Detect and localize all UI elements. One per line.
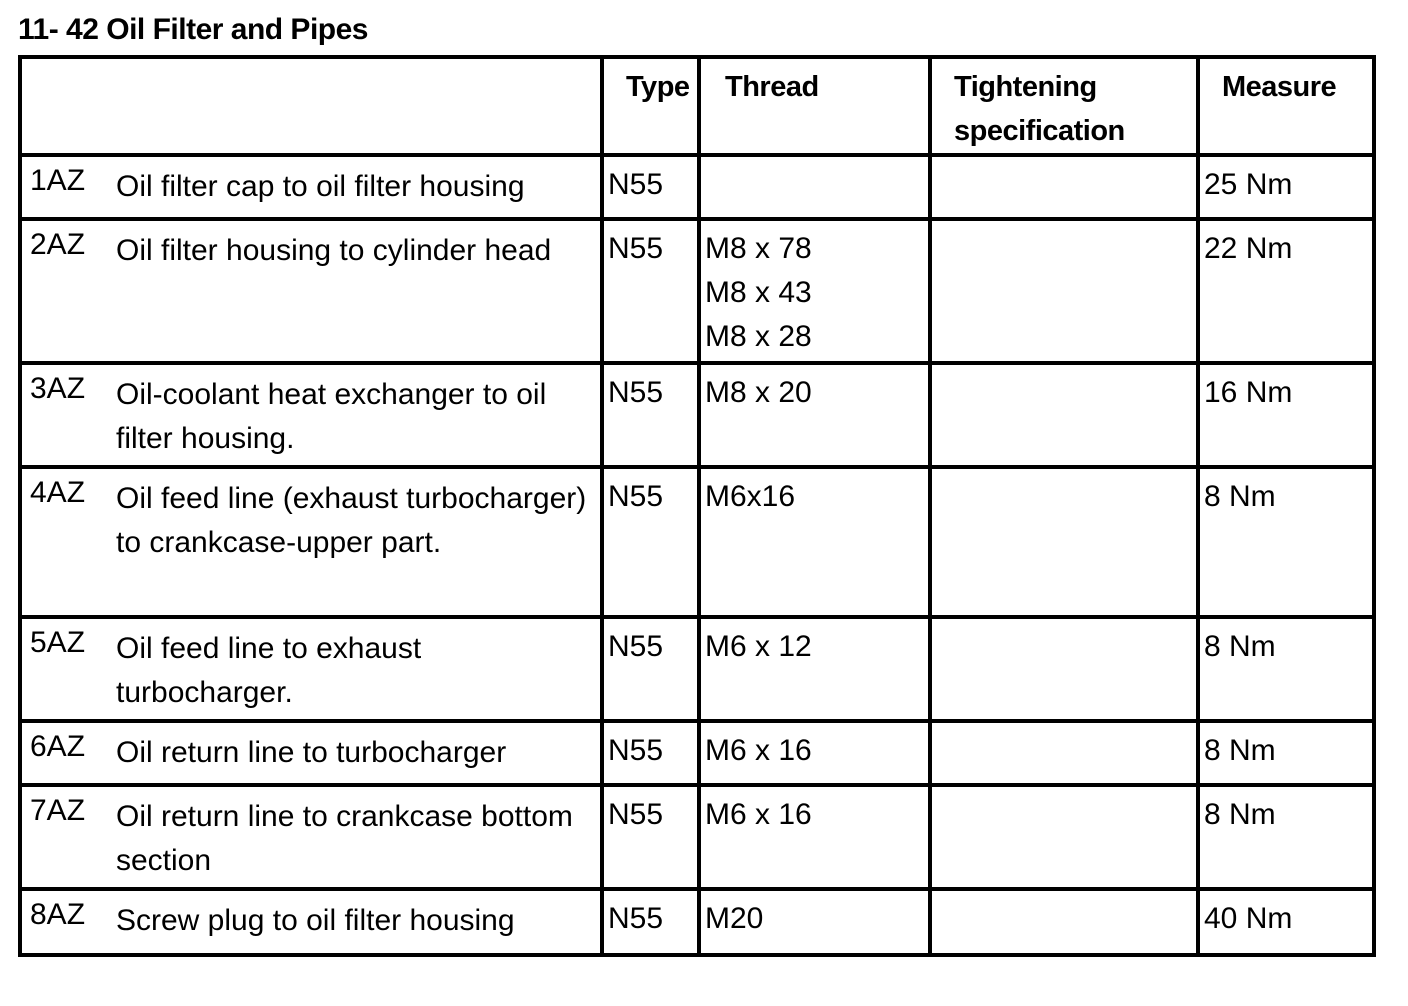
description-text: Oil filter housing to cylinder head <box>116 234 552 267</box>
description-cell <box>20 889 602 955</box>
description-cell <box>20 467 602 617</box>
document-title: 11- 42 Oil Filter and Pipes <box>18 13 368 46</box>
header-type: Type <box>602 57 699 155</box>
description-cell <box>20 219 602 363</box>
thread-value: M6 x 12 <box>705 630 812 663</box>
measure-cell: 16 Nm <box>1198 363 1374 467</box>
description-text: Oil filter cap to oil filter housing <box>116 170 525 203</box>
tightening-specification-cell <box>930 363 1198 467</box>
type-cell: N55 <box>602 889 699 955</box>
position-code: 8AZ <box>30 898 86 931</box>
thread-value: M20 <box>705 902 764 935</box>
thread-value: M6 x 16 <box>705 734 812 767</box>
thread-cell <box>699 467 930 617</box>
measure-cell: 8 Nm <box>1198 721 1374 785</box>
thread-cell <box>699 617 930 721</box>
tightening-specification-cell <box>930 785 1198 889</box>
table-body <box>20 155 1374 955</box>
tightening-specification-cell <box>930 155 1198 219</box>
position-code: 2AZ <box>30 228 86 261</box>
table-header-row <box>20 57 1374 155</box>
table-row <box>20 467 1374 617</box>
thread-value: M6 x 16 <box>705 798 812 831</box>
thread-value: M8 x 28 <box>705 320 812 353</box>
description-cell <box>20 721 602 785</box>
position-code: 6AZ <box>30 730 86 763</box>
thread-value: M6x16 <box>705 480 796 513</box>
table-row <box>20 889 1374 955</box>
header-thread: Thread <box>699 57 930 155</box>
position-code: 4AZ <box>30 476 86 509</box>
description-text: Oil return line to turbocharger <box>116 736 507 769</box>
torque-spec-table <box>18 55 1376 957</box>
position-code: 1AZ <box>30 164 86 197</box>
type-cell: N55 <box>602 785 699 889</box>
thread-value: M8 x 20 <box>705 376 812 409</box>
description-text: Oil-coolant heat exchanger to oil filter housing. <box>116 378 547 455</box>
tightening-specification-cell <box>930 219 1198 363</box>
description-text: Screw plug to oil filter housing <box>116 904 515 937</box>
description-text: Oil return line to crankcase bottom section <box>116 800 573 877</box>
description-cell <box>20 785 602 889</box>
measure-cell: 8 Nm <box>1198 467 1374 617</box>
description-text: Oil feed line (exhaust turbocharger) to crankcase-upper part. <box>116 482 587 559</box>
tightening-specification-cell <box>930 721 1198 785</box>
type-cell: N55 <box>602 219 699 363</box>
table-row <box>20 617 1374 721</box>
table-row <box>20 785 1374 889</box>
tightening-specification-cell <box>930 617 1198 721</box>
type-cell: N55 <box>602 363 699 467</box>
thread-cell <box>699 785 930 889</box>
position-code: 7AZ <box>30 794 86 827</box>
tightening-specification-cell <box>930 889 1198 955</box>
description-cell <box>20 155 602 219</box>
type-cell: N55 <box>602 155 699 219</box>
table-row <box>20 721 1374 785</box>
thread-cell <box>699 155 930 219</box>
description-cell <box>20 617 602 721</box>
thread-value: M8 x 43 <box>705 276 812 309</box>
description-text: Oil feed line to exhaust turbocharger. <box>116 632 422 709</box>
thread-cell <box>699 721 930 785</box>
measure-cell: 8 Nm <box>1198 617 1374 721</box>
type-cell: N55 <box>602 617 699 721</box>
tightening-specification-cell <box>930 467 1198 617</box>
header-tightening-specification: Tightening specification <box>930 57 1198 155</box>
measure-cell: 40 Nm <box>1198 889 1374 955</box>
measure-cell: 25 Nm <box>1198 155 1374 219</box>
position-code: 5AZ <box>30 626 86 659</box>
table-row <box>20 363 1374 467</box>
thread-cell <box>699 889 930 955</box>
header-measure: Measure <box>1198 57 1374 155</box>
position-code: 3AZ <box>30 372 86 405</box>
thread-cell <box>699 219 930 363</box>
table-row <box>20 219 1374 363</box>
measure-cell: 8 Nm <box>1198 785 1374 889</box>
thread-value: M8 x 78 <box>705 232 812 265</box>
type-cell: N55 <box>602 721 699 785</box>
table-row <box>20 155 1374 219</box>
description-cell <box>20 363 602 467</box>
type-cell: N55 <box>602 467 699 617</box>
measure-cell: 22 Nm <box>1198 219 1374 363</box>
thread-cell <box>699 363 930 467</box>
header-description <box>20 57 602 155</box>
